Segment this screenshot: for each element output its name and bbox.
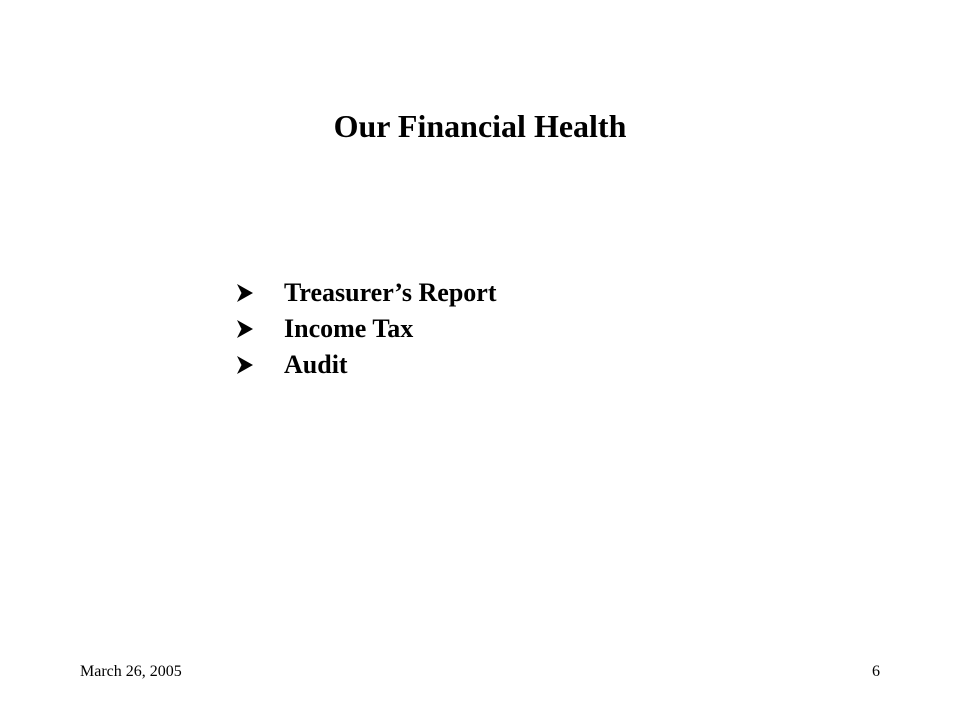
bullet-item-treasurers-report	[236, 275, 497, 311]
footer-page-number: 6	[872, 663, 880, 680]
slide-title: Our Financial Health	[333, 108, 627, 144]
arrowhead-bullet-icon	[236, 319, 284, 339]
footer-date: March 26, 2005	[80, 663, 182, 680]
bullet-label: Treasurer’s Report	[284, 278, 497, 307]
bullet-item-audit	[236, 347, 497, 383]
bullet-label: Income Tax	[284, 314, 414, 343]
arrowhead-bullet-icon	[236, 355, 284, 375]
arrowhead-bullet-icon	[236, 283, 284, 303]
bullet-item-income-tax	[236, 311, 497, 347]
bullet-label: Audit	[284, 350, 348, 379]
bullet-list	[236, 275, 497, 383]
